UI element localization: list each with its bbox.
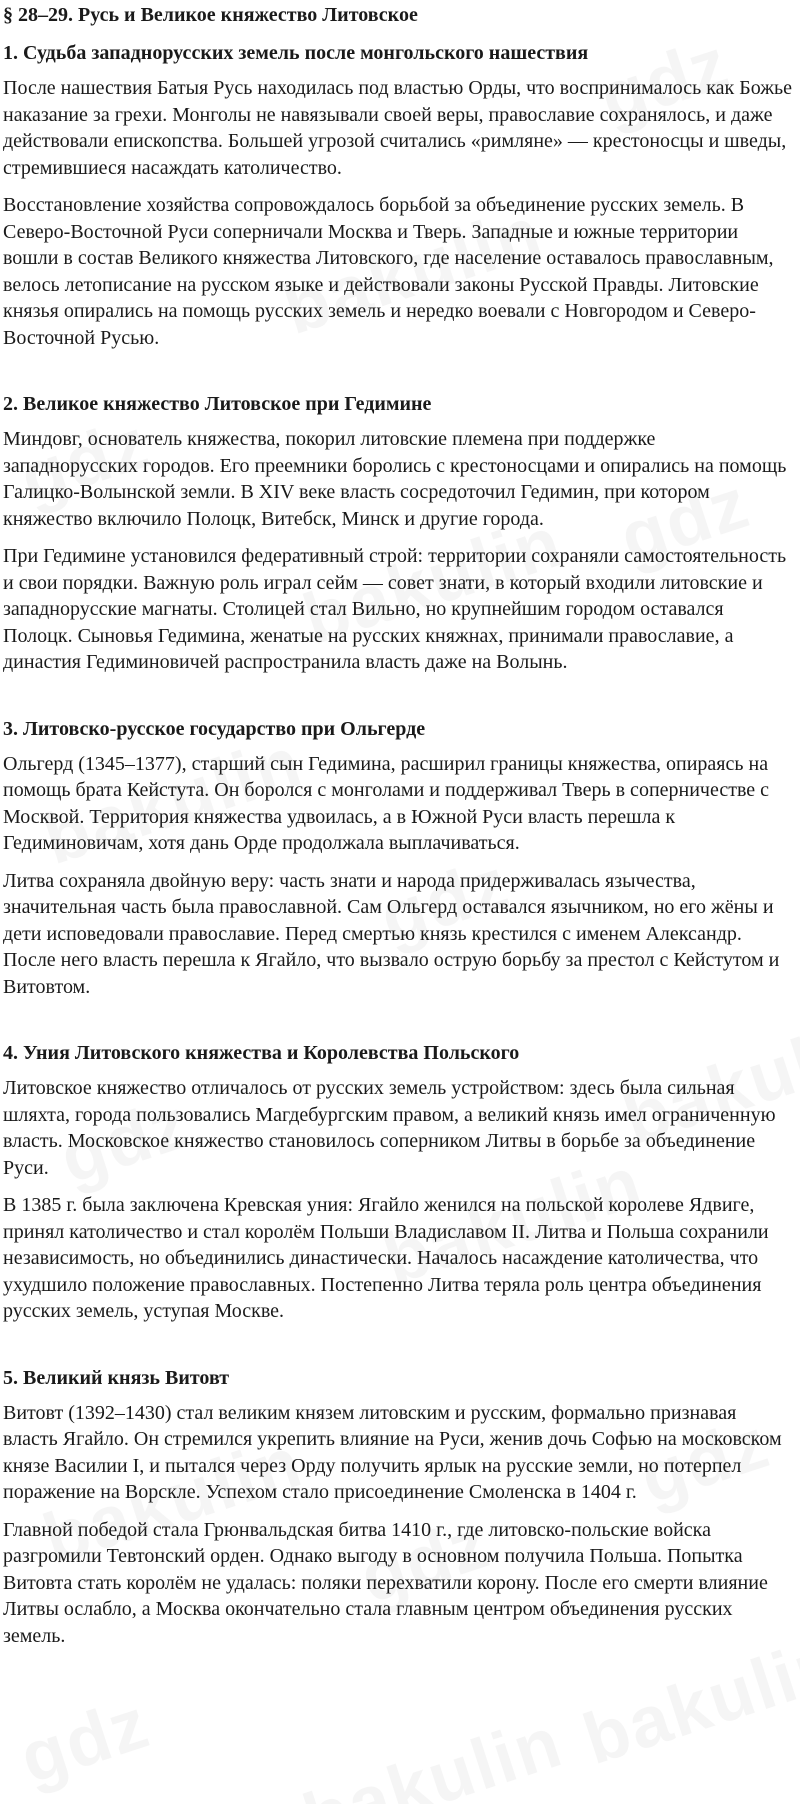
paragraph: После нашествия Батыя Русь находилась под властью Орды, что воспринималось как Божье наказание за грехи. Монголы не навязывали своей веры, православие сохранялось, и даже действовали епископства. Большей угрозой считались «римляне» — крестоносцы и шведы, стремившиеся насаждать католичество. — [3, 77, 793, 179]
watermark-text — [11, 1682, 160, 1800]
section-heading: 3. Литовско-русское государство при Ольгерде — [3, 717, 426, 740]
paragraph: Миндовг, основатель княжества, покорил литовские племена при поддержке западнорусских городов. Его преемники боролись с крестоносцами и опирались на помощь Галицко-Волынской земли. В XIV веке власть сосредоточил Гедимин, при котором княжество включило Полоцк, Витебск, Минск и другие города. — [3, 428, 787, 530]
section-heading: 1. Судьба западнорусских земель после монгольского нашествия — [3, 42, 589, 64]
section-5 — [3, 1365, 794, 1650]
page-title: § 28–29. Русь и Великое княжество Литовское — [3, 4, 418, 26]
paragraph: В 1385 г. была заключена Кревская уния: Ягайло женился на польской королеве Ядвиге, принял католичество и стал королём Польши Владиславом II. Литва и Польша сохранили независимость, но объединились династически. Началось насаждение католичества, что ухудшило положение православных. Постепенно Литва теряла роль центра объединения русских земель, уступая Москве. — [3, 1194, 769, 1322]
paragraph: Литва сохраняла двойную веру: часть знати и народа придерживалась язычества, значительная часть была православной. Сам Ольгерд оставался язычником, но его жёны и дети исповедовали православие. Перед смертью князь крестился с именем Александр. После него власть перешла к Ягайло, что вызвало острую борьбу за престол с Кейстутом и Витовтом. — [3, 869, 780, 998]
section-1 — [3, 40, 794, 351]
section-heading: 2. Великое княжество Литовское при Гедимине — [3, 393, 432, 415]
paragraph: Восстановление хозяйства сопровождалось борьбой за объединение русских земель. В Северо-Восточной Руси соперничали Москва и Тверь. Западные и южные территории вошли в состав Великого княжества Литовского, где население оставалось православным, велось летописание на русском языке и действовали законы Русской Правды. Литовские князья опирались на помощь русских земель и нередко воевали с Новгородом и Северо-Восточной Русью. — [3, 194, 774, 349]
paragraph: При Гедимине установился федеративный строй: территории сохраняли самостоятельность и свои порядки. Важную роль играл сейм — совет знати, в который входили литовские и западнорусские магнаты. Столицей стал Вильно, но крупнейшим городом оставался Полоцк. Сыновья Гедимина, женатые на русских княжнах, принимали православие, а династия Гедиминовичей распространила власть даже на Волынь. — [3, 545, 787, 673]
section-heading: 5. Великий князь Витовт — [3, 1366, 230, 1389]
paragraph: Витовт (1392–1430) стал великим князем литовским и русским, формально признавая власть Ягайло. Он стремился укрепить влияние на Руси, женив дочь Софью на московском князе Василии I, и пытался через Орду получить ярлык на русские земли, но потерпел поражение на Ворскле. Успехом стало присоединение Смоленска в 1404 г. — [3, 1401, 782, 1503]
section-4 — [3, 1040, 794, 1325]
section-heading: 4. Уния Литовского княжества и Королевства Польского — [3, 1042, 520, 1064]
watermark-text — [294, 1701, 572, 1804]
paragraph: Главной победой стала Грюнвальдская битва 1410 г., где литовско-польские войска разгромили Тевтонский орден. Однако выгоду в основном получила Польша. Попытка Витовта стать королём не удалась: поляки перехватили корону. После его смерти влияние Литвы ослабло, а Москва окончательно стала главным центром объединения русских земель. — [3, 1518, 768, 1647]
paragraph: Литовское княжество отличалось от русских земель устройством: здесь была сильная шляхта, города пользовались Магдебургским правом, а великий князь имел ограниченную власть. Московское княжество становилось соперником Литвы в борьбе за объединение Руси. — [3, 1077, 776, 1179]
section-3 — [3, 716, 794, 1001]
section-2 — [3, 391, 794, 676]
paragraph: Ольгерд (1345–1377), старший сын Гедимина, расширил границы княжества, опираясь на помощь брата Кейстута. Он боролся с монголами и поддерживал Тверь в соперничестве с Москвой. Территория княжества удвоилась, а в Южной Руси власть перешла к Гедиминовичам, хотя дань Орде продолжала выплачиваться. — [3, 752, 770, 854]
